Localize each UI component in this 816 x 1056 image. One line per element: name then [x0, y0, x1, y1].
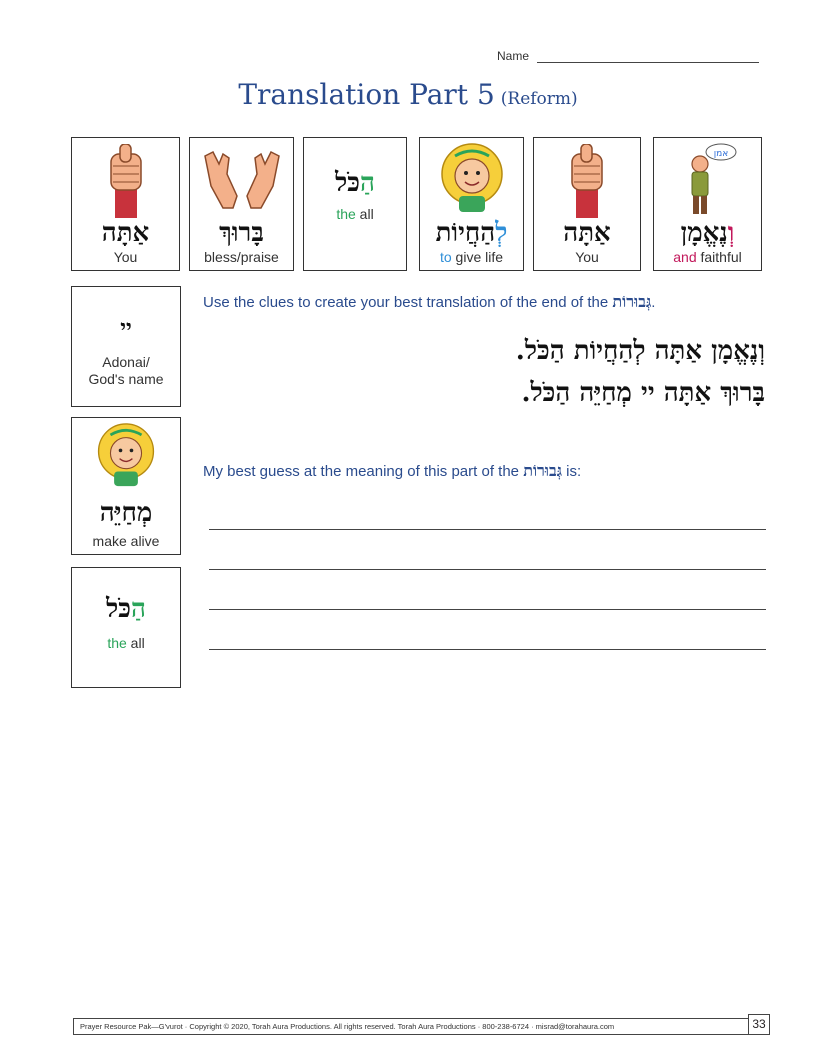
- instruction-text: My best guess at the meaning of this part of the: [203, 463, 524, 480]
- gloss-rest: faithful: [696, 249, 742, 265]
- card-gloss: make alive: [92, 533, 160, 549]
- card-hebrew: מְחַיֵּה: [99, 498, 153, 528]
- speech-bubble-text: אמן: [713, 149, 729, 159]
- gloss-prefix: the: [107, 635, 127, 651]
- card-gloss: bless/praise: [204, 249, 279, 265]
- gloss-rest: all: [355, 206, 374, 222]
- answer-line-1[interactable]: [209, 529, 766, 530]
- hebrew-rest: הַחֲיוֹת: [435, 218, 496, 248]
- card-atah-2: [533, 137, 641, 271]
- card-gloss: [654, 249, 761, 265]
- card-gloss: [420, 249, 523, 265]
- gloss-rest: all: [126, 635, 145, 651]
- card-hakol-top: [303, 137, 407, 271]
- card-hebrew: אַתָּה: [563, 218, 611, 248]
- answer-line-4[interactable]: [209, 649, 766, 650]
- gloss-prefix: the: [336, 206, 356, 222]
- girl-icon: [437, 142, 507, 214]
- hebrew-prefix: לְ: [495, 218, 508, 248]
- instruction-text: Use the clues to create your best translation of the end of the: [203, 294, 613, 311]
- hebrew-rest: נֶאֱמָן: [680, 218, 728, 248]
- card-hebrew: אַתָּה: [101, 218, 150, 248]
- answer-line-2[interactable]: [209, 569, 766, 570]
- instruction-end: .: [651, 294, 656, 311]
- instruction-guess: [203, 461, 581, 481]
- gloss-rest: give life: [451, 249, 504, 265]
- card-hebrew: בָּרוּךְ: [219, 218, 264, 248]
- hebrew-prefix: וְ: [727, 218, 735, 248]
- amen-boy-icon: [678, 142, 738, 216]
- thumb-hand-icon: [562, 144, 612, 218]
- card-hebrew: [420, 218, 523, 248]
- prayer-line-2: בָּרוּךְ אַתָּה יי מְחַיֵּה הַכֹּל.: [521, 378, 765, 408]
- card-lehachayot: [419, 137, 524, 271]
- instruction-translate: [203, 292, 655, 312]
- gloss-prefix: and: [673, 249, 697, 265]
- card-veneeman: [653, 137, 762, 271]
- card-hakol-side: [71, 567, 181, 688]
- card-hebrew: [654, 218, 761, 248]
- answer-line-3[interactable]: [209, 609, 766, 610]
- card-gloss: [304, 206, 406, 222]
- page-title: [0, 78, 816, 111]
- card-adonai: [71, 286, 181, 407]
- hebrew-rest: כֹּל: [335, 168, 360, 198]
- hebrew-prefix: הַ: [359, 168, 375, 198]
- instruction-hebrew: גְּבוּרוֹת: [612, 292, 652, 311]
- page-number: 33: [748, 1014, 770, 1035]
- title-main: Translation Part 5: [238, 78, 495, 111]
- card-hebrew: יי: [120, 315, 132, 341]
- raised-hands-icon: [197, 150, 287, 212]
- card-mechayeh: [71, 417, 181, 555]
- instruction-end: is:: [561, 463, 582, 480]
- name-label: Name: [497, 49, 530, 63]
- thumb-hand-icon: [101, 144, 151, 218]
- card-atah-1: [71, 137, 180, 271]
- card-gloss: Adonai/ God's name: [88, 354, 164, 387]
- footer-copyright: Prayer Resource Pak—G'vurot · Copyright © 2020, Torah Aura Productions. All rights reserved. Torah Aura Productions · 800-238-6724 · misrad@torahaura.com: [73, 1018, 749, 1035]
- instruction-hebrew: גְּבוּרוֹת: [523, 461, 562, 480]
- gloss-prefix: to: [439, 249, 452, 265]
- hebrew-prefix: הַ: [130, 594, 146, 624]
- card-hebrew: [304, 168, 406, 198]
- hebrew-rest: כֹּל: [106, 594, 131, 624]
- card-hebrew: [72, 594, 180, 624]
- card-gloss: You: [113, 249, 138, 265]
- title-subtitle: (Reform): [500, 89, 578, 109]
- card-baruch: [189, 137, 294, 271]
- name-input-line[interactable]: [537, 62, 759, 63]
- girl-icon: [94, 422, 158, 488]
- card-gloss: You: [575, 249, 599, 265]
- card-gloss: [72, 635, 180, 651]
- prayer-line-1: וְנֶאֱמָן אַתָּה לְהַחֲיוֹת הַכֹּל.: [515, 336, 765, 366]
